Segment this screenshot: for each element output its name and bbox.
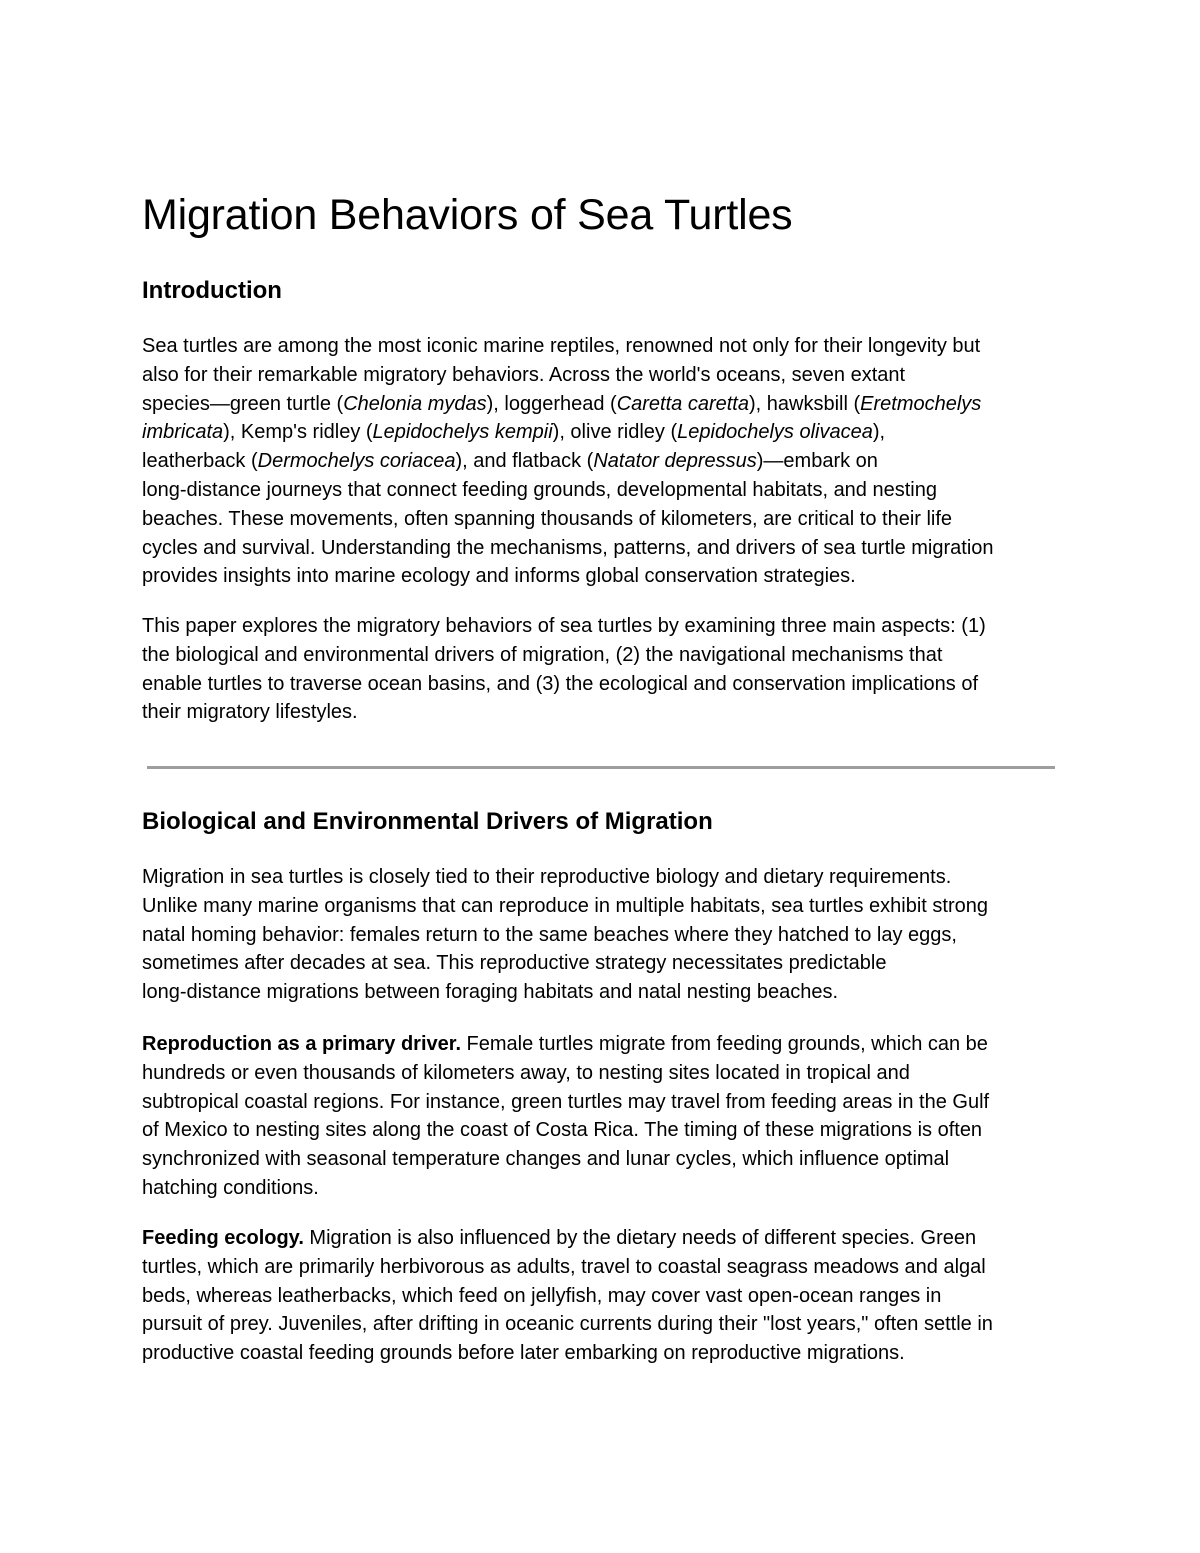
- species-name: Eretmochelys: [860, 392, 982, 415]
- paragraph-line: [142, 892, 1062, 921]
- section-divider: [147, 766, 1055, 769]
- paragraph-line: [142, 332, 1062, 361]
- paragraph-line: [142, 641, 1062, 670]
- text-run: synchronized with seasonal temperature changes and lunar cycles, which influence optimal: [142, 1148, 950, 1171]
- text-run: enable turtles to traverse ocean basins, and (3) the ecological and conservation implications of: [142, 672, 979, 695]
- text-run: productive coastal feeding grounds before later embarking on reproductive migrations.: [142, 1342, 905, 1365]
- text-run: the biological and environmental drivers of migration, (2) the navigational mechanisms that: [142, 643, 943, 666]
- paragraph-line: [142, 1174, 1062, 1203]
- text-run: subtropical coastal regions. For instance, green turtles may travel from feeding areas in the Gulf: [142, 1090, 990, 1113]
- paragraph-line: [142, 361, 1062, 390]
- paragraph-line: [142, 1116, 1062, 1145]
- text-run: )—embark on: [756, 450, 878, 473]
- paragraph-line: [142, 978, 1062, 1007]
- paragraph-line: [142, 1059, 1062, 1088]
- text-run: natal homing behavior: females return to the same beaches where they hatched to lay eggs,: [142, 923, 957, 946]
- text-run: Migration is also influenced by the dietary needs of different species. Green: [303, 1227, 977, 1249]
- text-run: turtles, which are primarily herbivorous as adults, travel to coastal seagrass meadows and algal: [142, 1255, 986, 1278]
- text-run: Sea turtles are among the most iconic marine reptiles, renowned not only for their longevity but: [142, 335, 981, 357]
- paragraph-line: [142, 562, 1062, 591]
- text-run: long-distance migrations between foraging habitats and natal nesting beaches.: [142, 981, 839, 1004]
- paragraph-line: [142, 1310, 1062, 1339]
- text-run: ), hawksbill (: [749, 392, 861, 415]
- paragraph-line: [142, 949, 1062, 978]
- paragraph-line: [142, 670, 1062, 699]
- paragraph-line: [142, 1088, 1062, 1117]
- paragraph-line: [142, 534, 1062, 563]
- text-run: Migration in sea turtles is closely tied to their reproductive biology and dietary requirements.: [142, 866, 952, 888]
- paragraph-line: [142, 921, 1062, 950]
- paragraph-line: [142, 418, 1062, 447]
- paragraph-line: [142, 390, 1062, 419]
- drivers-paragraph-feeding: [142, 1224, 1062, 1368]
- paragraph-line: [142, 505, 1062, 534]
- paragraph-line: [142, 612, 1062, 641]
- text-run: long-distance journeys that connect feeding grounds, developmental habitats, and nesting: [142, 478, 937, 501]
- section-heading-introduction: Introduction: [142, 277, 282, 304]
- paragraph-line: [142, 1282, 1062, 1311]
- text-run: ), and flatback (: [455, 450, 594, 473]
- text-run: ), loggerhead (: [486, 392, 617, 415]
- text-run: sometimes after decades at sea. This reproductive strategy necessitates predictable: [142, 952, 887, 975]
- species-name: Lepidochelys kempii: [372, 421, 553, 444]
- intro-paragraph-2: [142, 612, 1062, 727]
- text-run: ), Kemp's ridley (: [223, 421, 373, 444]
- text-run: ),: [872, 421, 886, 444]
- text-run: cycles and survival. Understanding the mechanisms, patterns, and drivers of sea turtle migration: [142, 536, 994, 559]
- paragraph-line: [142, 698, 1062, 727]
- document-title: Migration Behaviors of Sea Turtles: [142, 191, 793, 239]
- paragraph-lead-in: Feeding ecology.: [142, 1227, 304, 1249]
- paragraph-line: [142, 1030, 1062, 1059]
- intro-paragraph-1: [142, 332, 1062, 591]
- paragraph-lead-in: Reproduction as a primary driver.: [142, 1033, 461, 1055]
- species-name: Natator depressus: [593, 450, 757, 473]
- text-run: hundreds or even thousands of kilometers away, to nesting sites located in tropical and: [142, 1061, 910, 1084]
- species-name: Lepidochelys olivacea: [677, 421, 873, 444]
- text-run: Unlike many marine organisms that can reproduce in multiple habitats, sea turtles exhibit strong: [142, 894, 988, 917]
- section-heading-drivers: Biological and Environmental Drivers of Migration: [142, 808, 713, 835]
- text-run: pursuit of prey. Juveniles, after drifting in oceanic currents during their "lost years," often settle in: [142, 1313, 993, 1336]
- text-run: beds, whereas leatherbacks, which feed on jellyfish, may cover vast open-ocean ranges in: [142, 1284, 942, 1307]
- text-run: hatching conditions.: [142, 1176, 319, 1199]
- species-name: Caretta caretta: [616, 392, 749, 415]
- paragraph-line: [142, 1145, 1062, 1174]
- paragraph-line: [142, 447, 1062, 476]
- paragraph-line: [142, 476, 1062, 505]
- text-run: leatherback (: [142, 450, 258, 473]
- text-run: ), olive ridley (: [552, 421, 678, 444]
- paragraph-line: [142, 863, 1062, 892]
- paragraph-line: [142, 1224, 1062, 1253]
- text-run: also for their remarkable migratory behaviors. Across the world's oceans, seven extant: [142, 363, 906, 386]
- text-run: of Mexico to nesting sites along the coast of Costa Rica. The timing of these migrations is often: [142, 1119, 983, 1142]
- text-run: their migratory lifestyles.: [142, 701, 358, 724]
- paragraph-line: [142, 1253, 1062, 1282]
- text-run: beaches. These movements, often spanning thousands of kilometers, are critical to their life: [142, 507, 953, 530]
- species-name: Dermochelys coriacea: [257, 450, 456, 473]
- text-run: Female turtles migrate from feeding grounds, which can be: [461, 1033, 988, 1055]
- species-name: Chelonia mydas: [343, 392, 487, 415]
- text-run: provides insights into marine ecology and informs global conservation strategies.: [142, 565, 856, 588]
- drivers-paragraph-reproduction: [142, 1030, 1062, 1203]
- drivers-paragraph-1: [142, 863, 1062, 1007]
- paragraph-line: [142, 1339, 1062, 1368]
- species-name: imbricata: [142, 421, 224, 444]
- text-run: This paper explores the migratory behaviors of sea turtles by examining three main aspects: (1): [142, 615, 986, 637]
- text-run: species—green turtle (: [142, 392, 344, 415]
